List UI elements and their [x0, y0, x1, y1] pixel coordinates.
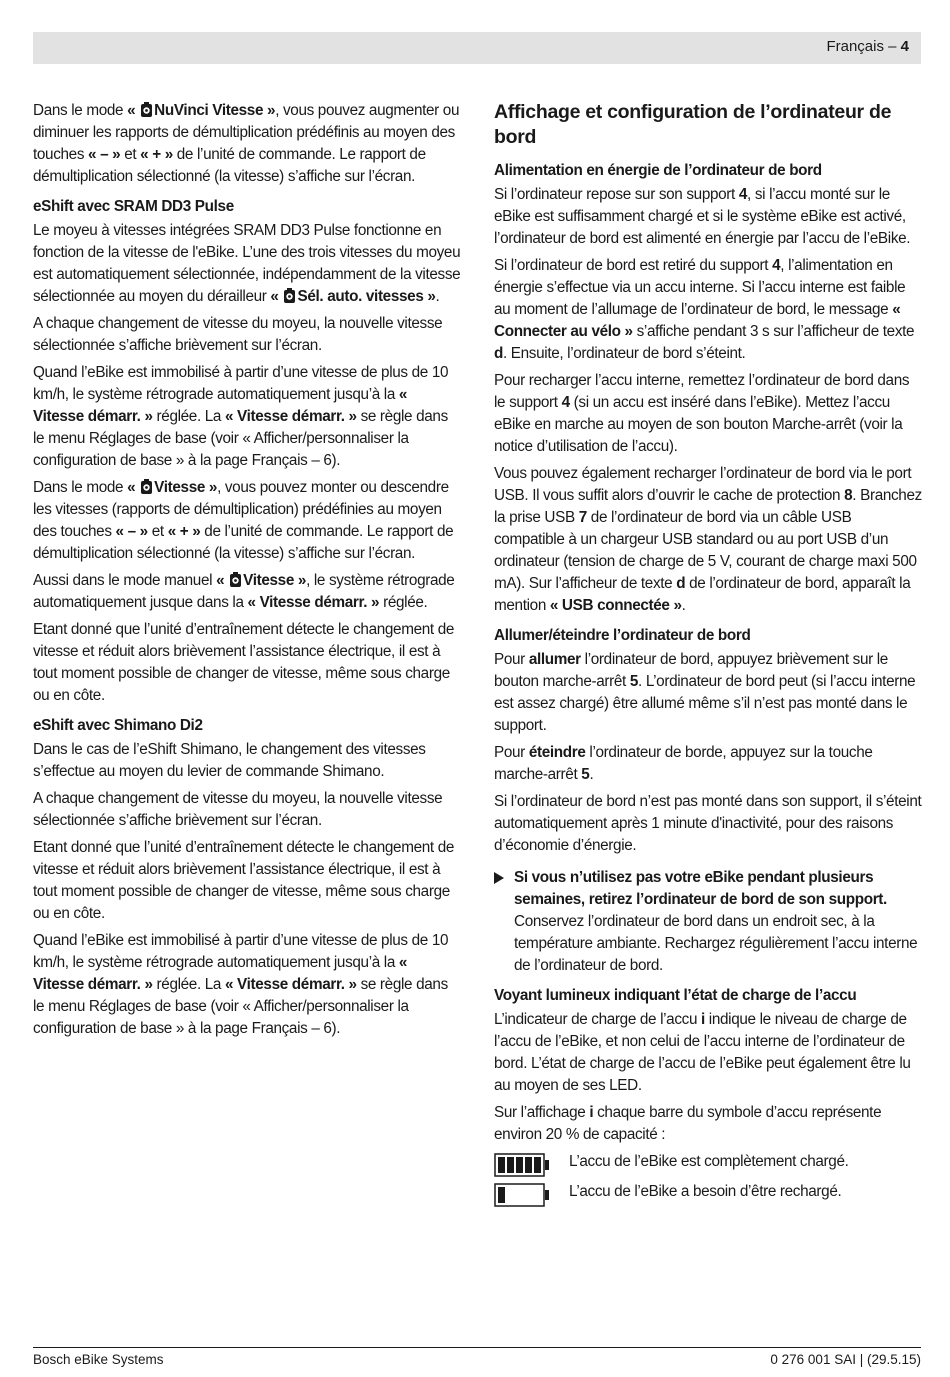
- heading-sram: eShift avec SRAM DD3 Pulse: [33, 198, 234, 215]
- paragraph-sram: Le moyeu à vitesses intégrées SRAM DD3 Pulse fonctionne en fonction de la vitesse de l'eBike. L’une des trois vitesses du moyeu est automatiquement sélectionnée, indépendamment de la vitesse sélectionnée au moyen du dérailleur « Sél. auto. vitesses ».: [33, 222, 461, 305]
- paragraph-hub-change-2: A chaque changement de vitesse du moyeu, la nouvelle vitesse sélectionnée s’affiche brièvement sur l’écran.: [33, 790, 443, 829]
- paragraph-bars: Sur l’affichage i chaque barre du symbole d’accu représente environ 20 % de capacité :: [494, 1104, 882, 1143]
- battery-bar: [498, 1187, 505, 1203]
- battery-low-icon: [494, 1183, 550, 1207]
- battery-bar: [516, 1157, 523, 1173]
- section-title: Affichage et configuration de l’ordinateur de bord: [494, 101, 892, 148]
- paragraph-hub-change: A chaque changement de vitesse du moyeu, la nouvelle vitesse sélectionnée s’affiche brièvement sur l’écran.: [33, 315, 443, 354]
- gear-mode-icon: [283, 288, 296, 303]
- battery-full-icon: [494, 1153, 550, 1177]
- paragraph-auto-off: Si l’ordinateur de bord n’est pas monté dans son support, il s’éteint automatiquement après 1 minute d'inactivité, pour des raisons d’économie d’énergie.: [494, 793, 922, 854]
- paragraph-drive-unit-2: Etant donné que l’unité d’entraînement détecte le changement de vitesse et réduit alors brièvement l’assistance électrique, il est à tout moment possible de changer de vitesse, même sous charge ou en côte.: [33, 839, 455, 922]
- gear-mode-icon: [229, 572, 242, 587]
- battery-bar: [498, 1157, 505, 1173]
- left-column: [33, 100, 461, 1045]
- heading-led: Voyant lumineux indiquant l’état de charge de l’accu: [494, 987, 857, 1004]
- header-separator: –: [883, 38, 901, 55]
- paragraph-nuvinci: Dans le mode « NuVinci Vitesse », vous pouvez augmenter ou diminuer les rapports de démultiplication prédéfinis au moyen des touches « – » et « + » de l’unité de commande. Le rapport de démultiplication sélectionné (la vitesse) s’affiche sur l’écran.: [33, 102, 460, 185]
- triangle-bullet-icon: [494, 872, 504, 884]
- warning-note: [494, 867, 922, 977]
- heading-power: Alimentation en énergie de l’ordinateur de bord: [494, 162, 822, 179]
- paragraph-usb: Vous pouvez également recharger l’ordinateur de bord via le port USB. Il vous suffit alors d’ouvrir le cache de protection 8. Branchez la prise USB 7 de l’ordinateur de bord via un câble USB compatible à un chargeur USB standard ou au port USB d’un ordinateur (tension de charge de 5 V, courant de charge maxi 500 mA). Sur l’afficheur de texte d de l’ordinateur de bord, apparaît la mention « USB connectée ».: [494, 465, 922, 614]
- paragraph-switch-on: Pour allumer l’ordinateur de bord, appuyez brièvement sur le bouton marche-arrêt 5. L’ordinateur de bord peut (si l’accu interne est assez chargé) être allumé même s’il n’est pas monté dans le support.: [494, 651, 916, 734]
- gear-mode-icon: [140, 102, 153, 117]
- paragraph-immobilized-2: Quand l’eBike est immobilisé à partir d’une vitesse de plus de 10 km/h, le système rétrograde automatiquement jusqu’à la « Vitesse démarr. » réglée. La « Vitesse démarr. » se règle dans le menu Réglages de base (voir « Afficher/personnaliser la configuration de base » à la page Français – 6).: [33, 932, 449, 1037]
- paragraph-indicator: L’indicateur de charge de l’accu i indique le niveau de charge de l’accu de l’eBike, et non celui de l’accu interne de l’ordinateur de bord. L’état de charge de l’accu de l’eBike peut également être lu au moyen de ses LED.: [494, 1011, 911, 1094]
- footer-brand: Bosch eBike Systems: [33, 1352, 164, 1367]
- paragraph-vitesse-mode: Dans le mode « Vitesse », vous pouvez monter ou descendre les vitesses (rapports de démultiplication) prédéfinies au moyen des touches « – » et « + » de l’unité de commande. Le rapport de démultiplication sélectionné (la vitesse) s’affiche sur l’écran.: [33, 479, 454, 562]
- page-header: [826, 38, 909, 55]
- battery-bar: [507, 1157, 514, 1173]
- battery-low-label: L’accu de l’eBike a besoin d’être rechargé.: [569, 1183, 842, 1200]
- paragraph-power-3: Pour recharger l’accu interne, remettez l’ordinateur de bord dans le support 4 (si un accu est inséré dans l’eBike). Mettez l’accu eBike en marche au moyen de son bouton Marche-arrêt (voir la notice d’utilisation de l’accu).: [494, 372, 910, 455]
- right-column: [494, 100, 922, 1211]
- paragraph-shimano: Dans le cas de l’eShift Shimano, le changement des vitesses s’effectue au moyen du levier de commande Shimano.: [33, 741, 426, 780]
- battery-full-label: L’accu de l’eBike est complètement chargé.: [569, 1153, 849, 1170]
- paragraph-power-1: Si l’ordinateur repose sur son support 4, si l’accu monté sur le eBike est suffisamment chargé et si le système eBike est activé, l’ordinateur de bord est alimenté en énergie par l’accu de l’eBike.: [494, 186, 911, 247]
- paragraph-manual-mode: Aussi dans le mode manuel « Vitesse », le système rétrograde automatiquement jusque dans la « Vitesse démarr. » réglée.: [33, 572, 455, 611]
- heading-on-off: Allumer/éteindre l’ordinateur de bord: [494, 627, 751, 644]
- heading-shimano: eShift avec Shimano Di2: [33, 717, 203, 734]
- paragraph-drive-unit: Etant donné que l’unité d’entraînement détecte le changement de vitesse et réduit alors brièvement l’assistance électrique, il est à tout moment possible de changer de vitesse, même sous charge ou en côte.: [33, 621, 455, 704]
- note-bold: Si vous n’utilisez pas votre eBike pendant plusieurs semaines, retirez l’ordinateur de bord de son support.: [514, 869, 887, 908]
- header-bar: [33, 32, 921, 64]
- note-text: Conservez l’ordinateur de bord dans un endroit sec, à la température ambiante. Rechargez régulièrement l’accu interne de l’ordinateur de bord.: [514, 913, 918, 974]
- paragraph-power-2: Si l’ordinateur de bord est retiré du support 4, l’alimentation en énergie s’effectue via un accu interne. Si l’accu interne est faible au moment de l’allumage de l’ordinateur de bord, le message « Connecter au vélo » s’affiche pendant 3 s sur l’afficheur de texte d. Ensuite, l’ordinateur de bord s’éteint.: [494, 257, 915, 362]
- battery-bar: [534, 1157, 541, 1173]
- gear-mode-icon: [140, 479, 153, 494]
- footer-doc-id: 0 276 001 SAI | (29.5.15): [770, 1352, 921, 1367]
- battery-row-full: [494, 1151, 922, 1181]
- battery-bar: [525, 1157, 532, 1173]
- page-number: 4: [900, 38, 909, 55]
- header-language: Français: [826, 38, 884, 55]
- paragraph-immobilized: Quand l’eBike est immobilisé à partir d’une vitesse de plus de 10 km/h, le système rétrograde automatiquement jusqu’à la « Vitesse démarr. » réglée. La « Vitesse démarr. » se règle dans le menu Réglages de base (voir « Afficher/personnaliser la configuration de base » à la page Français – 6).: [33, 364, 449, 469]
- paragraph-switch-off: Pour éteindre l’ordinateur de borde, appuyez sur la touche marche-arrêt 5.: [494, 744, 873, 783]
- footer-divider: [33, 1347, 921, 1348]
- battery-row-low: [494, 1181, 922, 1211]
